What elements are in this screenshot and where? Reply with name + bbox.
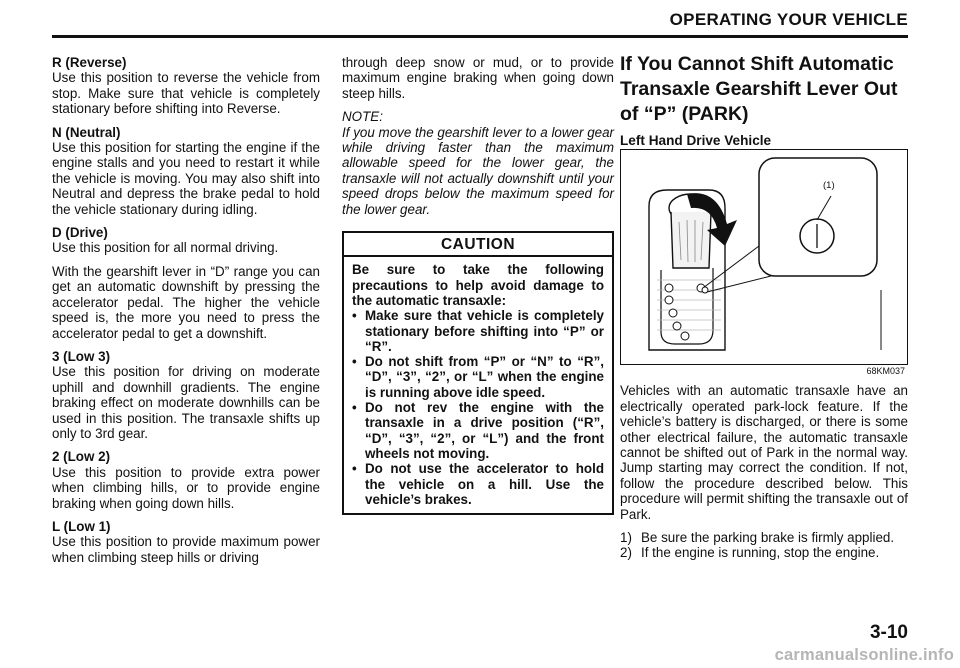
- subheading: Left Hand Drive Vehicle: [620, 133, 772, 148]
- section-title: 3 (Low 3): [52, 348, 111, 364]
- caution-item: • Do not use the accelerator to hold the vehicle on a hill. Use the vehicle’s brakes.: [352, 461, 604, 507]
- procedure-step: [620, 530, 908, 545]
- section-body: Use this position for driving on moderate uphill and downhill gradients. The engine braking effect on moderate downhills can be used in this position. The transaxle shifts up only to 3rd gear.: [52, 364, 320, 441]
- step-number: 2): [620, 545, 632, 561]
- procedure-step: [620, 545, 908, 560]
- section-drive: [52, 225, 320, 256]
- section-body: Use this position to provide extra power when climbing hills, or to provide engine braking when going down hills.: [52, 464, 320, 511]
- caution-box: [342, 231, 614, 515]
- gearshift-illustration: [621, 150, 907, 364]
- section-body: Use this position for all normal driving.: [52, 240, 279, 256]
- caution-heading: CAUTION: [344, 233, 612, 257]
- step-number: 1): [620, 530, 632, 546]
- note-text: If you move the gearshift lever to a lower gear while driving faster than the maximum allowable speed for the lower gear, the transaxle will not actually downshift until your speed drops below the maximum speed for the lower gear.: [342, 124, 614, 217]
- column-middle: [342, 55, 614, 515]
- caution-list: [352, 308, 604, 507]
- header-rule: [52, 35, 908, 38]
- caution-item: • Do not shift from “P” or “N” to “R”, “D”, “3”, “2”, or “L” when the engine is running above idle speed.: [352, 354, 604, 400]
- caution-body: [344, 257, 612, 513]
- page-number: 3-10: [869, 622, 908, 643]
- procedure-steps: [620, 530, 908, 561]
- figure-code: 68KM037: [866, 366, 905, 376]
- section-body: Use this position to reverse the vehicle from stop. Make sure that vehicle is completely stationary before shifting into Reverse.: [52, 70, 320, 117]
- section-body: Use this position to provide maximum power when climbing steep hills or driving: [52, 534, 320, 565]
- note-label: NOTE:: [342, 109, 383, 125]
- downshift-paragraph: With the gearshift lever in “D” range you can get an automatic downshift by pressing the accelerator pedal. The higher the vehicle speed is, the more you need to press the accelerator pedal to get a downshift.: [52, 263, 320, 341]
- section-low1: [52, 519, 320, 565]
- section-neutral: [52, 125, 320, 217]
- section-title: 2 (Low 2): [52, 449, 111, 465]
- caution-intro: Be sure to take the following precautions to help avoid damage to the automatic transaxle:: [352, 262, 604, 308]
- column-right: [620, 55, 908, 561]
- section-body: Use this position for starting the engine if the engine stalls and you need to restart it while the vehicle is moving. You may also shift into Neutral and depress the brake pedal to hold the vehicle stationary during idling.: [52, 140, 320, 217]
- continuation-paragraph: through deep snow or mud, or to provide maximum engine braking when going down steep hills.: [342, 55, 614, 101]
- section-title: D (Drive): [52, 225, 108, 241]
- step-text: If the engine is running, stop the engine.: [641, 545, 880, 561]
- gearshift-figure: [620, 149, 908, 376]
- section-title: R (Reverse): [52, 55, 127, 70]
- figure-callout-label: (1): [823, 180, 835, 192]
- section-low3: [52, 349, 320, 441]
- step-text: Be sure the parking brake is firmly applied.: [641, 530, 895, 546]
- section-heading: If You Cannot Shift Automatic Transaxle Gearshift Lever Out of “P” (PARK): [620, 53, 898, 125]
- page-header-title: OPERATING YOUR VEHICLE: [669, 10, 908, 29]
- park-lock-paragraph: Vehicles with an automatic transaxle have an electrically operated park-lock feature. If the vehicle’s battery is discharged, or there is some other electrical failure, the automatic transaxle cannot be shifted out of Park in the normal way. Jump starting may correct the condition. If not, follow the procedure described below. This procedure will permit shifting the transaxle out of Park.: [620, 383, 908, 522]
- section-reverse: [52, 55, 320, 117]
- section-low2: [52, 449, 320, 511]
- watermark[interactable]: carmanualsonline.info: [774, 646, 954, 664]
- section-title: L (Low 1): [52, 518, 111, 534]
- column-left: [52, 55, 320, 573]
- caution-item: • Do not rev the engine with the transaxle in a drive position (“R”, “D”, “3”, “2”, or “L”) and the front wheels not moving.: [352, 400, 604, 461]
- section-title: N (Neutral): [52, 124, 121, 140]
- caution-item: • Make sure that vehicle is completely stationary before shifting into “P” or “R”.: [352, 308, 604, 354]
